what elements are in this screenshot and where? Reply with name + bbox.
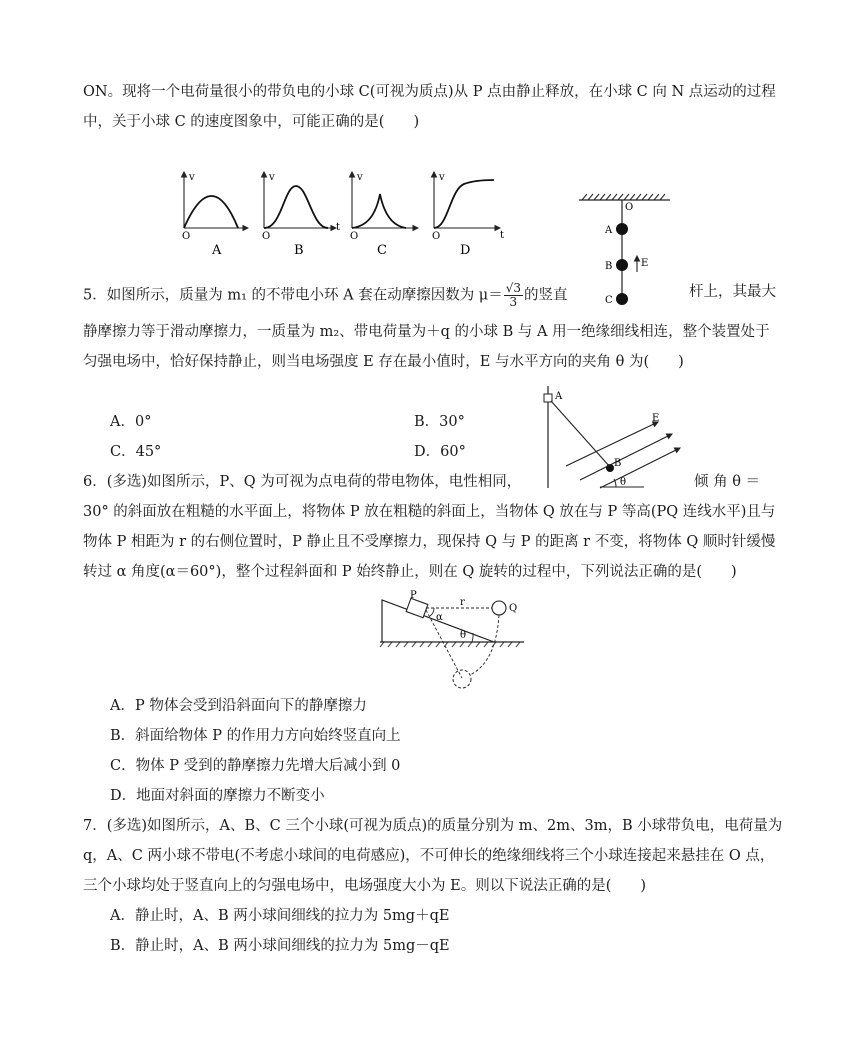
q5-line-1 [83, 282, 568, 309]
ball-c [616, 293, 628, 305]
label-b: B [614, 458, 622, 469]
graph-d-o: O [432, 231, 441, 242]
label-a: A [605, 225, 613, 236]
q7-line-3: 三个小球均处于竖直向上的匀强电场中，电场强度大小为 E。则以下说法正确的是( ) [83, 878, 647, 894]
label-q: Q [509, 603, 518, 614]
label-e: E [652, 413, 660, 424]
q7-option-a: A．静止时，A、B 两小球间细线的拉力为 5mg＋qE [110, 908, 450, 924]
graph-c-label: C [377, 243, 387, 258]
label-r: r [460, 597, 465, 608]
q6-option-d: D．地面对斜面的摩擦力不断变小 [110, 788, 325, 804]
object-p [406, 598, 428, 617]
q5-option-d: D．60° [414, 444, 466, 460]
graph-b-o: O [262, 231, 271, 242]
q5-line-1c: 杆上，其最大 [689, 284, 776, 300]
label-o: O [625, 202, 634, 213]
label-e: E [641, 258, 649, 269]
label-theta: θ [620, 477, 627, 488]
q6-option-b: B．斜面给物体 P 的作用力方向始终竖直向上 [110, 728, 401, 744]
label-b: B [605, 261, 613, 272]
label-p: P [410, 590, 417, 601]
q6-incline-figure [374, 584, 534, 692]
graph-b [262, 172, 340, 258]
object-q [492, 601, 506, 615]
q6-line-1b: 倾 角 θ ＝ [694, 474, 761, 490]
graph-a-label: A [212, 243, 222, 258]
q4-line-2: 中，关于小球 C 的速度图象中，可能正确的是( ) [83, 114, 420, 130]
graph-c-v: v [357, 172, 363, 183]
label-theta: θ [460, 630, 467, 641]
q4-line-1: ON。现将一个电荷量很小的带负电的小球 C(可视为质点)从 P 点由静止释放，在小球 C 向 N 点运动的过程 [83, 84, 776, 100]
q4-velocity-graphs [172, 168, 512, 260]
q5-line-2: 静摩擦力等于滑动摩擦力，一质量为 m₂、带电荷量为＋q 的小球 B 与 A 用一绝缘细线相连，整个装置处于 [83, 324, 770, 340]
q7-option-b: B．静止时，A、B 两小球间细线的拉力为 5mg－qE [110, 938, 450, 954]
q6-line-3: 物体 P 相距为 r 的右侧位置时，P 静止且不受摩擦力，现保持 Q 与 P 的距离 r 不变，将物体 Q 顺时针缓慢 [83, 534, 776, 550]
q5-option-c: C．45° [110, 444, 162, 460]
object-q-rotated [453, 670, 471, 688]
graph-d-v: v [439, 172, 445, 183]
ball-a [616, 223, 628, 235]
q5-option-a: A．0° [110, 414, 152, 430]
graph-c [350, 172, 418, 258]
q6-line-1a: 6．(多选)如图所示，P、Q 为可视为点电荷的带电物体，电性相同， [83, 474, 522, 490]
q6-line-2: 30° 的斜面放在粗糙的水平面上，将物体 P 放在粗糙的斜面上，当物体 Q 放在与 P 等高(PQ 连线水平)且与 [83, 504, 776, 520]
q5-frac-num: √3 [505, 281, 522, 295]
q5-option-b: B．30° [414, 414, 465, 430]
q6-line-4: 转过 α 角度(α＝60°)，整个过程斜面和 P 始终静止，则在 Q 旋转的过程中，下列说法正确的是( ) [83, 564, 737, 580]
q5-line-1b: 的竖直 [524, 287, 568, 304]
graph-a-v: v [189, 172, 195, 183]
label-c: C [605, 295, 613, 306]
q7-line-2: q，A、C 两小球不带电(不考虑小球间的电荷感应)，不可伸长的绝缘细线将三个小球连接起来悬挂在 O 点， [83, 848, 775, 864]
graph-c-o: O [350, 231, 359, 242]
q5-line-3: 匀强电场中，恰好保持静止，则当电场强度 E 存在最小值时，E 与水平方向的夹角 θ 为( ) [83, 354, 684, 370]
label-a: A [555, 391, 563, 402]
graph-d-label: D [460, 243, 471, 258]
graph-d [432, 172, 504, 258]
hanging-balls-figure [574, 188, 674, 310]
q5-line-1a: 5．如图所示，质量为 m₁ 的不带电小环 A 套在动摩擦因数为 μ＝ [83, 287, 503, 304]
q5-fraction [504, 282, 523, 309]
graph-b-t: t [336, 222, 341, 233]
graph-a [182, 172, 248, 258]
label-alpha: α [436, 612, 443, 623]
q5-frac-den: 3 [509, 295, 518, 309]
q7-line-1: 7．(多选)如图所示，A、B、C 三个小球(可视为质点)的质量分别为 m、2m、3m，B 小球带负电，电荷量为 [83, 818, 783, 834]
q5-ring-rod-figure [540, 384, 700, 492]
ball-b [616, 259, 628, 271]
graph-b-label: B [294, 243, 304, 258]
graph-a-o: O [182, 231, 191, 242]
q6-option-c: C．物体 P 受到的静摩擦力先增大后减小到 0 [110, 758, 401, 774]
q6-option-a: A．P 物体会受到沿斜面向下的静摩擦力 [110, 698, 367, 714]
graph-d-t: t [500, 230, 505, 241]
graph-b-v: v [269, 172, 275, 183]
